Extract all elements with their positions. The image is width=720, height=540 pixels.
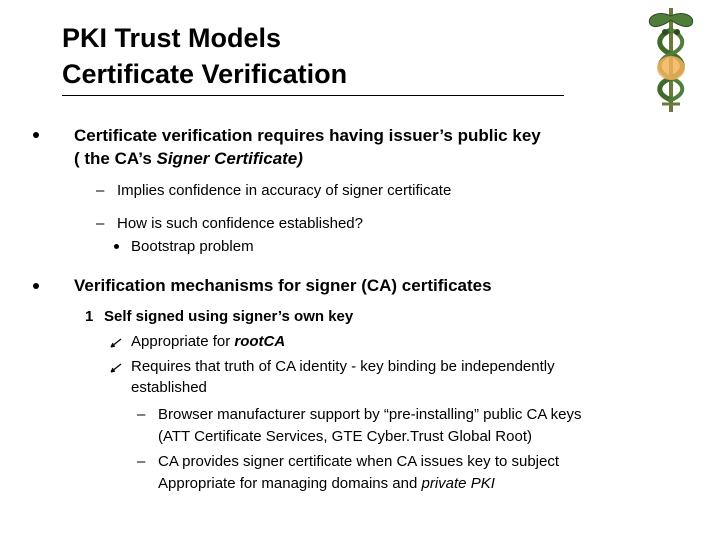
dash-item-2-dash: – [137,453,146,470]
dash-item-1-line-2: (ATT Certificate Services, GTE Cyber.Trust Global Root) [158,428,532,445]
bullet-1-line-1: Certificate verification requires having issuer’s public key [74,126,541,145]
pen-bullet-2-icon [110,362,123,373]
bullet-2-text: Verification mechanisms for signer (CA) certificates [74,276,492,295]
sub-2-dash: – [96,215,105,232]
dash-item-2-line-2 [158,474,495,494]
dash-item-1-line-1: Browser manufacturer support by “pre-installing” public CA keys [158,406,582,423]
slide-title [62,20,347,92]
sub-2-item-text: Bootstrap problem [131,238,254,255]
dash-item-2-line-2-italic: private PKI [421,475,495,492]
bullet-1-line-2-italic: Signer Certificate) [156,149,303,168]
pen-item-1-prefix: Appropriate for [131,333,235,350]
bullet-2-dot [33,283,39,289]
sub-2-item-dot [114,244,119,249]
sub-1-text: Implies confidence in accuracy of signer certificate [117,182,452,199]
title-underline [62,95,564,96]
pen-item-2-line-2: established [131,379,207,396]
pen-item-2-line-1: Requires that truth of CA identity - key binding be independently [131,358,555,375]
item-1-number: 1 [85,308,94,325]
caduceus-icon [640,6,702,114]
dash-item-2-line-2-prefix: Appropriate for managing domains and [158,475,422,492]
bullet-1-line-2-prefix: ( the CA’s [74,149,157,168]
bullet-1-dot [33,132,39,138]
sub-2-text: How is such confidence established? [117,215,363,232]
dash-item-1-dash: – [137,406,146,423]
sub-1-dash: – [96,182,105,199]
dash-item-2-line-1: CA provides signer certificate when CA issues key to subject [158,453,560,470]
pen-bullet-1-icon [110,337,123,348]
title-line-1: PKI Trust Models [62,23,282,53]
bullet-1-line-2 [74,148,303,169]
title-line-2: Certificate Verification [62,59,348,89]
item-1-text: Self signed using signer’s own key [104,308,354,325]
pen-item-1-text [131,332,285,352]
pen-item-1-italic: rootCA [234,333,286,350]
